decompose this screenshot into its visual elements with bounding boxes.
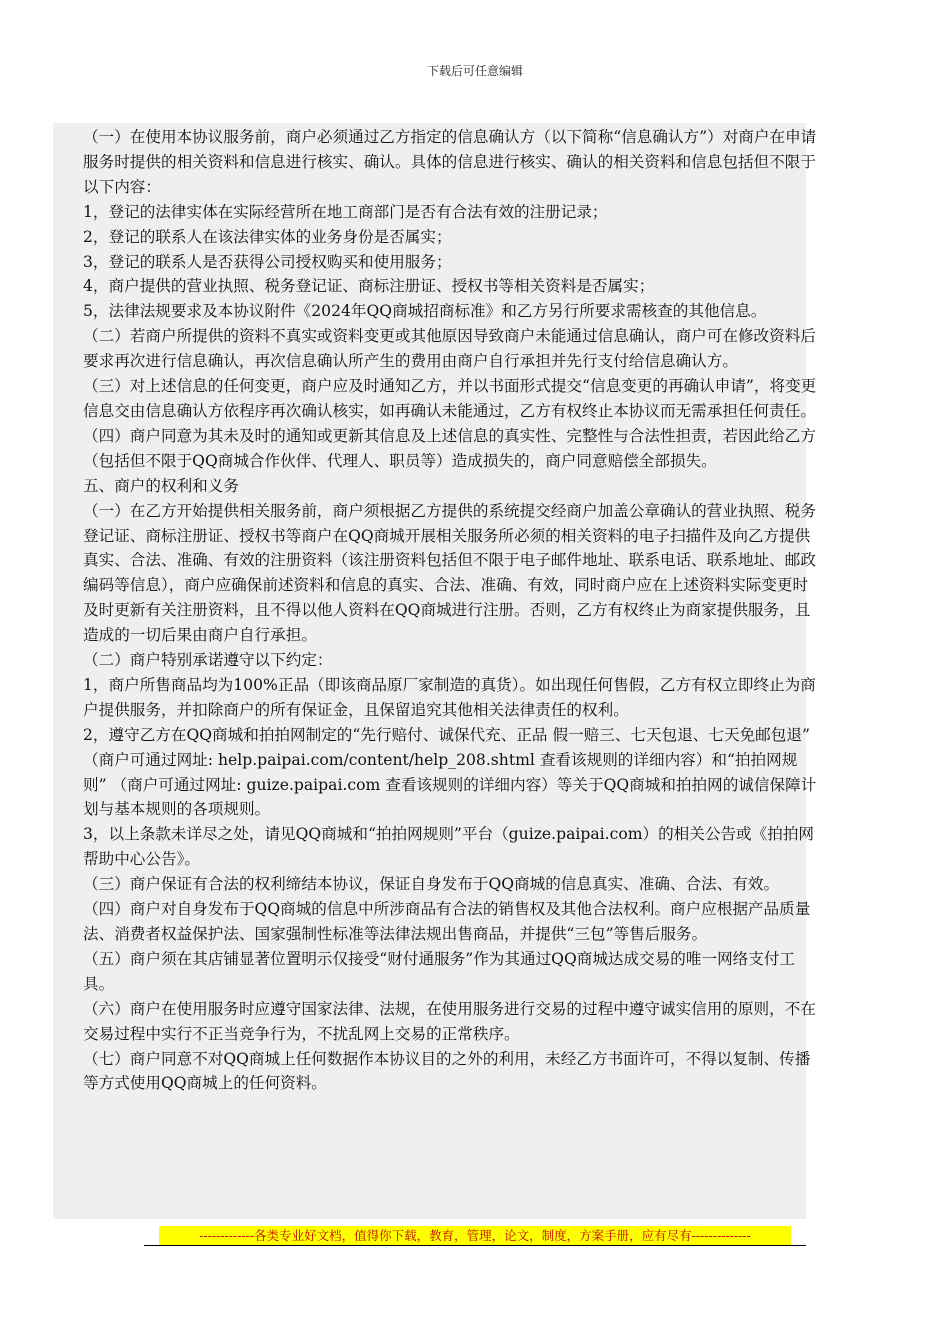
paragraph: （三）商户保证有合法的权利缔结本协议，保证自身发布于QQ商城的信息真实、准确、合法、有效。 xyxy=(83,875,780,894)
paragraph: （四）商户同意为其未及时的通知或更新其信息及上述信息的真实性、完整性与合法性担责，若因此给乙方（包括但不限于QQ商城合作伙伴、代理人、职员等）造成损失的，商户同意赔偿全部损失。 xyxy=(83,426,816,470)
paragraph: （一）在乙方开始提供相关服务前，商户须根据乙方提供的系统提交经商户加盖公章确认的营业执照、税务登记证、商标注册证、授权书等商户在QQ商城开展相关服务所必须的相关资料的电子扫描件及向乙方提供真实、合法、准确、有效的注册资料（该注册资料包括但不限于电子邮件地址、联系电话、联系地址、邮政编码等信息），商户应确保前述资料和信息的真实、合法、准确、有效，同时商户应在上述资料实际变更时及时更新有关注册资料，且不得以他人资料在QQ商城进行注册。否则，乙方有权终止为商家提供服务，且造成的一切后果由商户自行承担。 xyxy=(83,501,816,645)
paragraph: （五）商户须在其店铺显著位置明示仅接受“财付通服务”作为其通过QQ商城达成交易的唯一网络支付工具。 xyxy=(83,949,796,993)
paragraph: 1，登记的法律实体在实际经营所在地工商部门是否有合法有效的注册记录； xyxy=(83,202,608,221)
paragraph: 2，遵守乙方在QQ商城和拍拍网制定的“先行赔付、诚保代充、正品 假一赔三、七天包退、七天免邮包退” （商户可通过网址: help.paipai.com/content/help_208.shtml 查看该规则的详细内容）和“拍拍网规则” （商户可通过网址: guize.paipai.com 查看该规则的详细内容）等关于QQ商城和拍拍网的诚信保障计划与基本规则的各项规则。 xyxy=(83,725,817,819)
paragraph: 1，商户所售商品均为100%正品（即该商品原厂家制造的真货）。如出现任何售假，乙方有权立即终止为商户提供服务，并扣除商户的所有保证金，且保留追究其他相关法律责任的权利。 xyxy=(83,675,816,719)
document-body xyxy=(53,123,817,1219)
paragraph: （一）在使用本协议服务前，商户必须通过乙方指定的信息确认方（以下简称“信息确认方”）对商户在申请服务时提供的相关资料和信息进行核实、确认。具体的信息进行核实、确认的相关资料和信息包括但不限于以下内容： xyxy=(83,128,817,196)
paragraph: 3，登记的联系人是否获得公司授权购买和使用服务； xyxy=(83,252,452,271)
paragraph: 3，以上条款未详尽之处，请见QQ商城和“拍拍网规则”平台（guize.paipai.com）的相关公告或《拍拍网帮助中心公告》。 xyxy=(83,825,815,869)
paragraph: （二）若商户所提供的资料不真实或资料变更或其他原因导致商户未能通过信息确认，商户可在修改资料后要求再次进行信息确认，再次信息确认所产生的费用由商户自行承担并先行支付给信息确认方。 xyxy=(83,327,816,371)
paragraph: （二）商户特别承诺遵守以下约定： xyxy=(83,651,333,670)
paragraph: （六）商户在使用服务时应遵守国家法律、法规，在使用服务进行交易的过程中遵守诚实信用的原则，不在交易过程中实行不正当竞争行为，不扰乱网上交易的正常秩序。 xyxy=(83,999,816,1043)
paragraph: （四）商户对自身发布于QQ商城的信息中所涉商品有合法的销售权及其他合法权利。商户应根据产品质量法、消费者权益保护法、国家强制性标准等法律法规出售商品，并提供“三包”等售后服务。 xyxy=(83,900,811,943)
footer-rule xyxy=(144,1245,806,1246)
paragraph: 5，法律法规要求及本协议附件《2024年QQ商城招商标准》和乙方另行所要求需核查的其他信息。 xyxy=(83,302,767,321)
text-flow xyxy=(83,125,818,1096)
paragraph: 4，商户提供的营业执照、税务登记证、商标注册证、授权书等相关资料是否属实； xyxy=(83,277,655,296)
paragraph: （三）对上述信息的任何变更，商户应及时通知乙方，并以书面形式提交“信息变更的再确认申请”，将变更信息交由信息确认方依程序再次确认核实，如再确认未能通过，乙方有权终止本协议而无需承担任何责任。 xyxy=(83,377,817,420)
paragraph: 2，登记的联系人在该法律实体的业务身份是否属实； xyxy=(83,227,452,246)
paragraph: （七）商户同意不对QQ商城上任何数据作本协议目的之外的利用，未经乙方书面许可，不得以复制、传播等方式使用QQ商城上的任何资料。 xyxy=(83,1049,811,1093)
paragraph: 五、商户的权利和义务 xyxy=(83,476,239,495)
footer-banner: -------------各类专业好文档，值得你下载，教育，管理，论文，制度，方案手册，应有尽有-------------- xyxy=(159,1226,791,1246)
page-header: 下载后可任意编辑 xyxy=(426,64,523,78)
